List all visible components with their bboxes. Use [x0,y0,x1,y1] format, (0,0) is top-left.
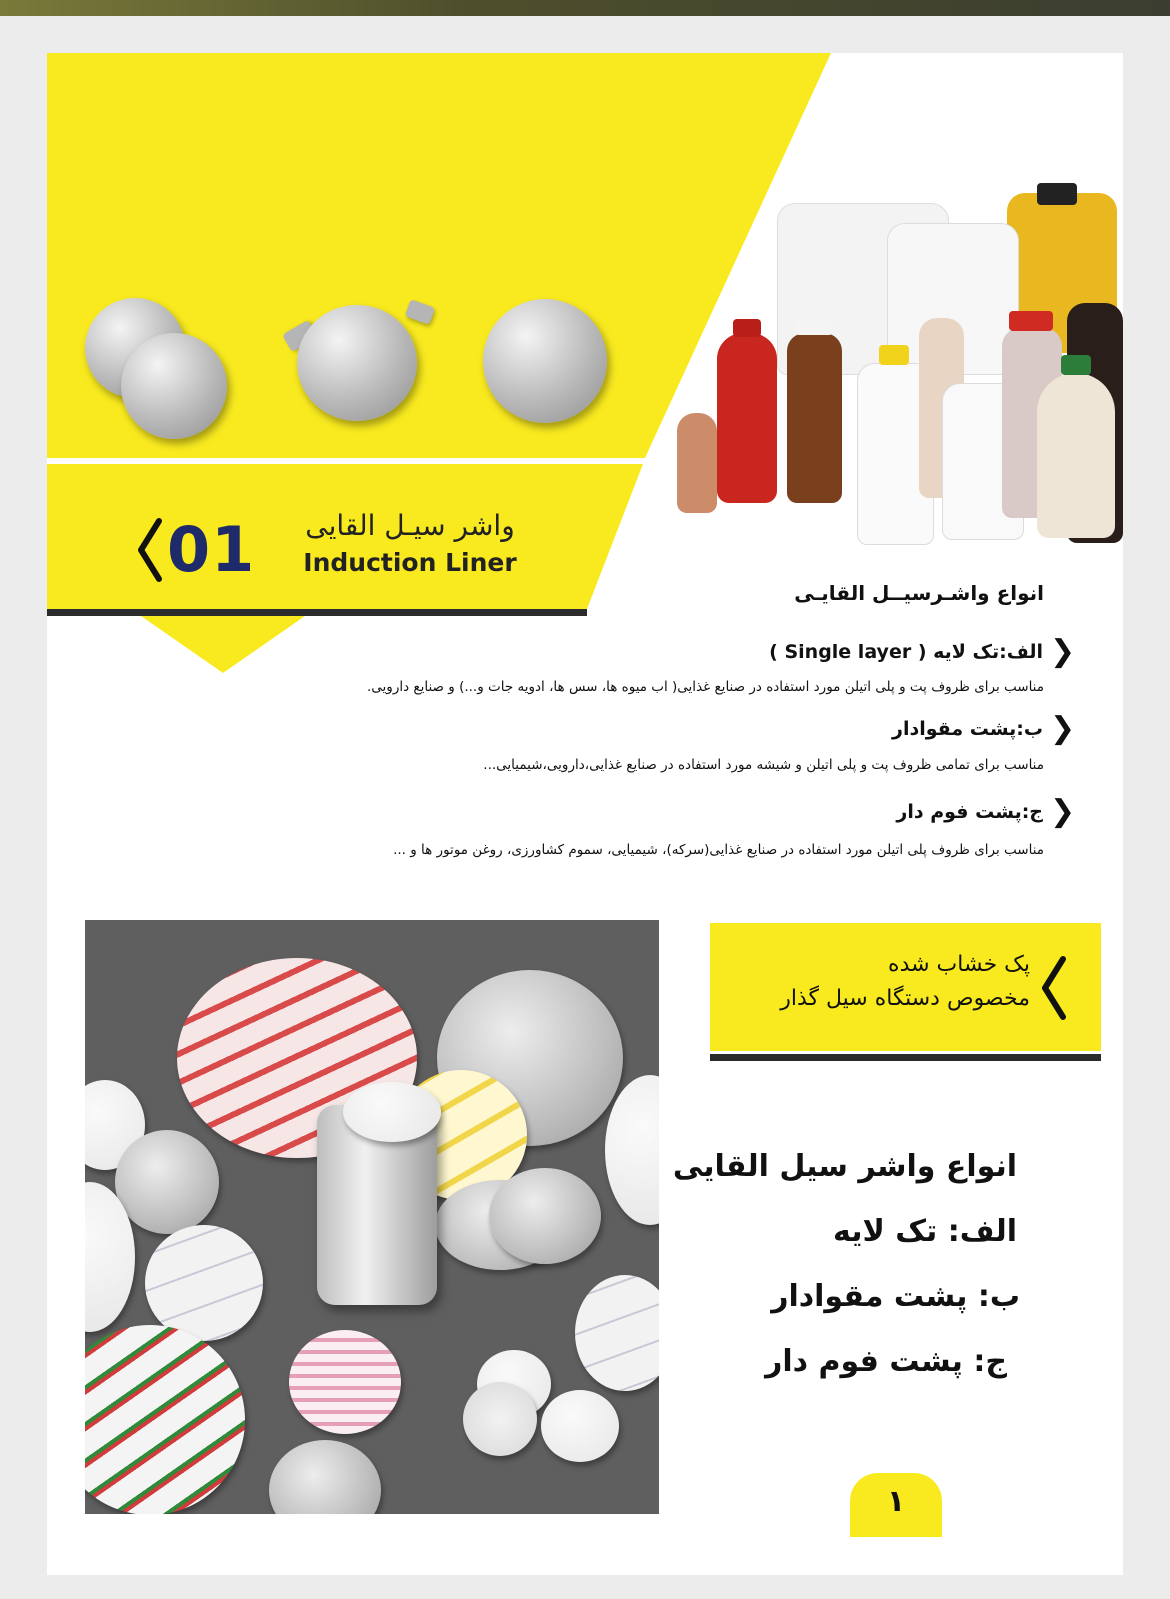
callout-text [730,948,1030,1016]
seals-product-photo [85,920,659,1514]
summary-item: الف: تک لایه [833,1214,1017,1249]
chevron-right-icon: ❯ [1050,711,1076,746]
chevron-right-icon: ❯ [1050,634,1076,669]
type-item-title: ج:پشت فوم دار [896,801,1043,823]
seal-liner-image [145,1225,263,1341]
bottle-cap [733,319,761,337]
chevron-left-icon [135,515,165,585]
bottle-cap [1009,311,1053,331]
seal-liner-image [289,1330,401,1434]
title-english: Induction Liner [303,548,517,577]
type-item-desc: مناسب برای ظروف پلی اتیلن مورد استفاده در صنایع غذایی(سرکه)، شیمیایی، سموم کشاورزی، روغن موتور ها و ... [393,842,1044,858]
callout-underline [710,1054,1101,1061]
brochure-page [47,53,1123,1575]
seal-disc-image [121,333,227,439]
seal-disc-image [483,299,607,423]
bottle-cap [879,345,909,365]
bottles-image [657,183,1123,553]
chevron-right-icon: ❯ [1050,794,1076,829]
seal-liner-image [463,1382,537,1456]
callout-line-2: مخصوص دستگاه سیل گذار [780,986,1030,1011]
type-item-desc: مناسب برای ظروف پت و پلی اتیلن مورد استفاده در صنایع غذایی( اب میوه ها، سس ها، ادویه جات و...) و صنایع دارویی. [367,679,1044,695]
bottle-shape [787,333,842,503]
seal-liner-image [343,1082,441,1142]
section-number: 01 [167,513,256,586]
seal-liner-image [115,1130,219,1234]
type-item-title: الف:تک لایه ( Single layer ) [769,641,1043,663]
callout-line-1: پک خشاب شده [888,952,1030,977]
bottle-cap [1061,355,1091,375]
type-item-title: ب:پشت مقوادار [892,718,1043,740]
seal-disc-image [297,305,417,421]
bottle-shape [1037,373,1115,538]
types-heading: انواع واشـرسیــل القایـی [794,581,1044,605]
bottle-shape [717,333,777,503]
page-number: ١ [886,1484,906,1519]
seal-liner-image [85,1325,245,1514]
window-top-bar [0,0,1170,16]
type-item-desc: مناسب برای تمامی ظروف پت و پلی اتیلن و شیشه مورد استفاده در صنایع غذایی،دارویی،شیمیایی... [483,757,1044,773]
seal-liner-image [269,1440,381,1514]
summary-heading: انواع واشر سیل القایی [672,1149,1017,1184]
chevron-left-icon [1039,953,1069,1023]
bottle-cap [1037,183,1077,205]
seal-liner-image [541,1390,619,1462]
summary-item: ب: پشت مقوادار [771,1279,1020,1314]
title-persian: واشر سیـل القایی [305,509,515,542]
bottle-cap [795,319,833,335]
seal-liner-image [489,1168,601,1264]
summary-item: ج: پشت فوم دار [765,1344,1007,1379]
bottle-shape [677,413,717,513]
